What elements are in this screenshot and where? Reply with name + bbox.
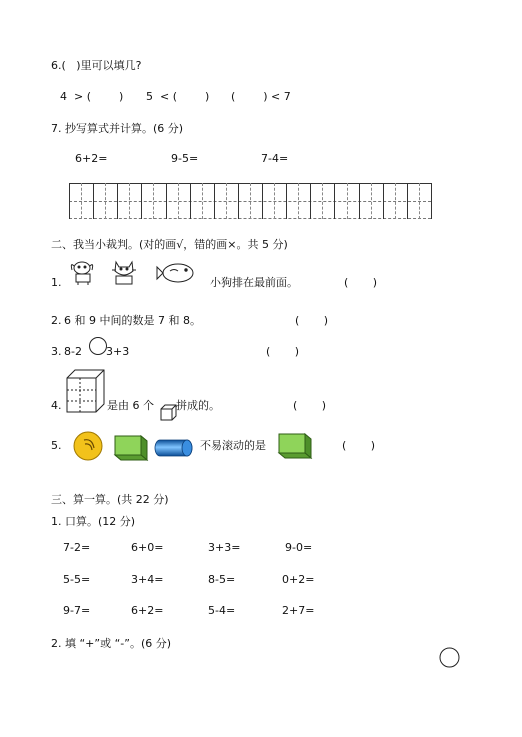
- s2-item2-text: 6 和 9 中间的数是 7 和 8。: [64, 314, 201, 327]
- answer-cube-icon: [278, 431, 312, 459]
- calc-r1c2: 6+0=: [131, 541, 164, 554]
- calc-r2c4: 0+2=: [282, 573, 315, 586]
- s2-item4-text2: 拼成的。: [176, 399, 220, 412]
- grid-guide: [395, 183, 396, 219]
- q6-title: 6.( )里可以填几?: [51, 59, 142, 72]
- q7-expr-3: 7-4=: [261, 152, 289, 165]
- cube-icon: [114, 433, 148, 461]
- calc-r3c2: 6+2=: [131, 604, 164, 617]
- grid-line: [383, 183, 384, 219]
- s2-item1-num: 1.: [51, 276, 62, 289]
- fish-icon: [157, 264, 193, 282]
- animals-illustration: [66, 258, 201, 288]
- calc-r3c4: 2+7=: [282, 604, 315, 617]
- grid-guide: [322, 183, 323, 219]
- grid-line: [262, 183, 263, 219]
- grid-line: [238, 183, 239, 219]
- sphere-icon: [72, 431, 104, 461]
- grid-line: [334, 183, 335, 219]
- grid-guide: [226, 183, 227, 219]
- grid-line: [190, 183, 191, 219]
- grid-line: [359, 183, 360, 219]
- section3-title: 三、算一算。(共 22 分): [51, 493, 169, 506]
- s2-item4-num: 4.: [51, 399, 62, 412]
- grid-line: [117, 183, 118, 219]
- calc-r1c3: 3+3=: [208, 541, 241, 554]
- grid-guide: [202, 183, 203, 219]
- s2-item3-num: 3.: [51, 345, 62, 358]
- s2-item4-paren[interactable]: ( ): [293, 399, 327, 412]
- s2-item3-left: 8-2: [64, 345, 82, 358]
- calc-r1c4: 9-0=: [285, 541, 313, 554]
- grid-guide: [274, 183, 275, 219]
- grid-guide: [81, 183, 82, 219]
- grid-line: [431, 183, 432, 219]
- grid-guide: [105, 183, 106, 219]
- cylinder-icon: [155, 438, 193, 458]
- dog-icon: [71, 262, 92, 285]
- q6-item-2: 5 < ( ): [146, 90, 210, 103]
- q6-item-3: ( ) < 7: [231, 90, 291, 103]
- grid-line: [69, 183, 70, 219]
- section2-title: 二、我当小裁判。(对的画√，错的画×。共 5 分): [51, 238, 288, 251]
- s2-item5-paren[interactable]: ( ): [342, 439, 376, 452]
- calc-r2c3: 8-5=: [208, 573, 236, 586]
- q6-item-1: 4 > ( ): [60, 90, 124, 103]
- answer-circle[interactable]: [439, 647, 460, 668]
- cuboid-icon: [64, 368, 106, 414]
- grid-line: [407, 183, 408, 219]
- s2-item2-paren[interactable]: ( ): [295, 314, 329, 327]
- grid-line: [93, 183, 94, 219]
- grid-line: [166, 183, 167, 219]
- compare-circle[interactable]: [88, 336, 108, 356]
- s2-item1-text: 小狗排在最前面。: [210, 276, 298, 289]
- s2-item3-right: 3+3: [106, 345, 130, 358]
- q7-expr-1: 6+2=: [75, 152, 108, 165]
- writing-grid: [69, 183, 431, 219]
- calc-r2c2: 3+4=: [131, 573, 164, 586]
- grid-guide: [419, 183, 420, 219]
- s2-item4-text1: 是由 6 个: [107, 399, 154, 412]
- s2-item5-text: 不易滚动的是: [200, 439, 266, 452]
- s2-item3-paren[interactable]: ( ): [266, 345, 300, 358]
- grid-line: [141, 183, 142, 219]
- grid-guide: [178, 183, 179, 219]
- calc-r3c3: 5-4=: [208, 604, 236, 617]
- small-cube-icon: [160, 404, 177, 421]
- section3-sub2: 2. 填 “+”或 “-”。(6 分): [51, 637, 172, 650]
- grid-guide: [250, 183, 251, 219]
- cat-icon: [112, 262, 136, 284]
- calc-r1c1: 7-2=: [63, 541, 91, 554]
- s2-item2-num: 2.: [51, 314, 62, 327]
- grid-guide: [153, 183, 154, 219]
- calc-r3c1: 9-7=: [63, 604, 91, 617]
- grid-guide: [371, 183, 372, 219]
- grid-guide: [129, 183, 130, 219]
- s2-item5-num: 5.: [51, 439, 62, 452]
- section3-sub1: 1. 口算。(12 分): [51, 515, 136, 528]
- grid-guide: [298, 183, 299, 219]
- grid-line: [214, 183, 215, 219]
- calc-r2c1: 5-5=: [63, 573, 91, 586]
- grid-line: [286, 183, 287, 219]
- grid-line: [310, 183, 311, 219]
- grid-guide: [347, 183, 348, 219]
- q7-expr-2: 9-5=: [171, 152, 199, 165]
- s2-item1-paren[interactable]: ( ): [344, 276, 378, 289]
- q7-title: 7. 抄写算式并计算。(6 分): [51, 122, 184, 135]
